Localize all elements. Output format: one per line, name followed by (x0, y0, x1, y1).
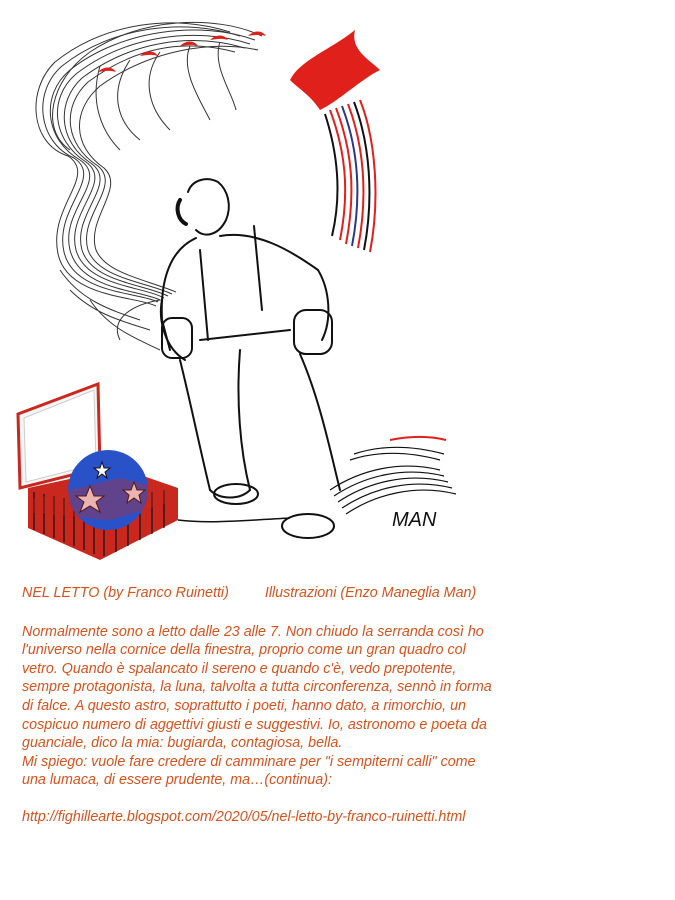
body-line: guanciale, dico la mia: bugiarda, contagiosa, bella. (22, 735, 343, 752)
article (22, 584, 662, 827)
smoke-swirl (36, 22, 262, 350)
body-line: una lumaca, di essere prudente, ma…(continua): (22, 772, 332, 789)
body-line: di falce. A questo astro, soprattutto i poeti, hanno dato, a rimorchio, un (22, 697, 466, 714)
body-line: l'universo nella cornice della finestra, proprio come un gran quadro col (22, 642, 466, 659)
article-link[interactable]: http://fighillearte.blogspot.com/2020/05/nel-letto-by-franco-ruinetti.html (22, 808, 466, 825)
article-heading (22, 584, 662, 603)
article-title: NEL LETTO (by Franco Ruinetti) (22, 585, 229, 601)
flame-streak (325, 100, 375, 252)
body-line: vetro. Quando è spalancato il sereno e quando c'è, vedo prepotente, (22, 660, 457, 677)
body-line: Normalmente sono a letto dalle 23 alle 7. Non chiudo la serranda così ho (22, 623, 484, 640)
string-line (178, 518, 290, 522)
article-body (22, 623, 662, 790)
body-line: cospicuo numero di aggettivi giusti e suggestivi. Io, astronomo e poeta da (22, 716, 487, 733)
gift-box (18, 384, 178, 560)
standing-figure (161, 179, 340, 538)
artist-signature: MAN (392, 509, 437, 531)
ink-shadow (330, 437, 456, 514)
body-line: sempre protagonista, la luna, talvolta a tutta circonferenza, sennò in forma (22, 679, 492, 696)
article-illustrator: Illustrazioni (Enzo Maneglia Man) (264, 585, 477, 601)
body-line: Mi spiego: vuole fare credere di camminare per "i sempiterni calli" come (22, 753, 476, 770)
